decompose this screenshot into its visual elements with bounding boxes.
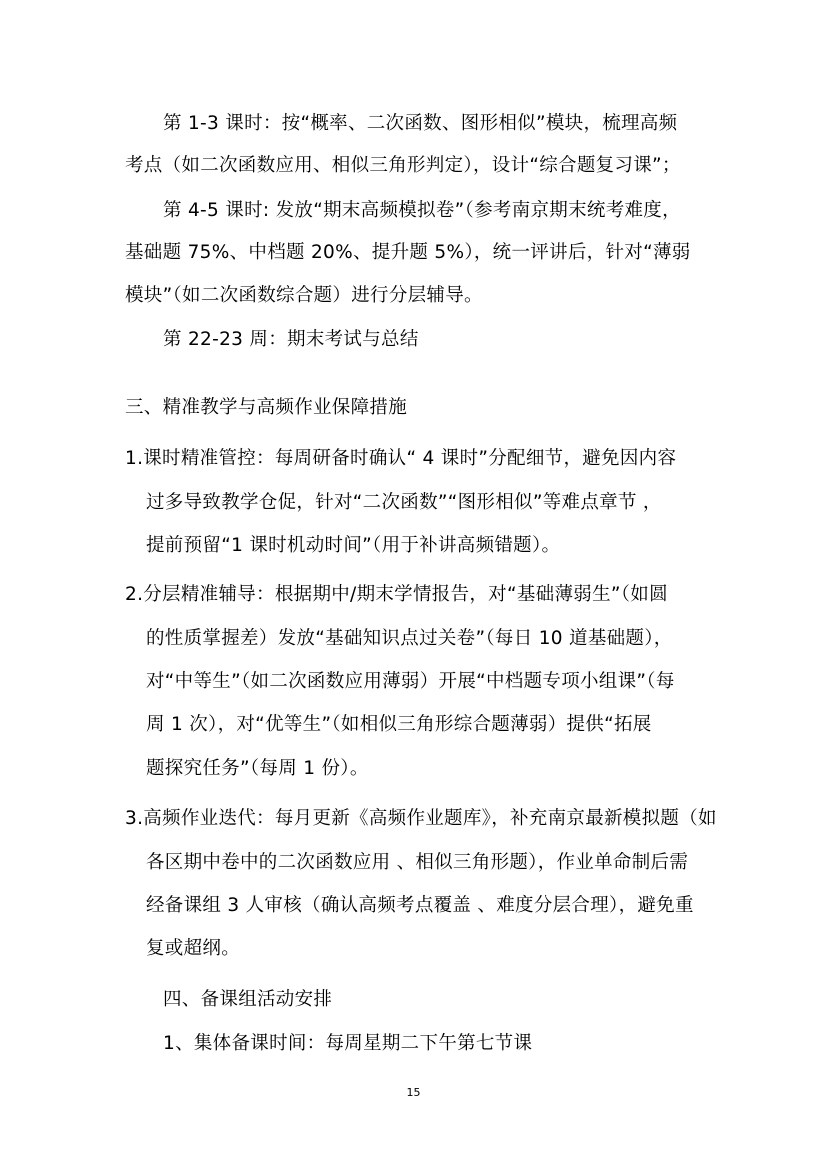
paragraph-line: 基础题 75%、中档题 20%、提升题 5%），统一评讲后，针对“薄弱: [125, 242, 691, 263]
paragraph-line: 第 1-3 课时：按“概率、二次函数、图形相似”模块，梳理高频: [163, 113, 678, 134]
paragraph-line: 各区期中卷中的二次函数应用 、相似三角形题），作业单命制后需: [146, 852, 689, 873]
paragraph-line: 周 1 次），对“优等生”（如相似三角形综合题薄弱）提供“拓展: [146, 714, 652, 735]
paragraph-line: 经备课组 3 人审核（确认高频考点覆盖 、难度分层合理），避免重: [146, 895, 694, 916]
paragraph-line: 提前预留“1 课时机动时间”（用于补讲高频错题）。: [146, 535, 561, 556]
paragraph-line: 对“中等生”（如二次函数应用薄弱）开展“中档题专项小组课”（每: [146, 671, 675, 692]
paragraph-line: 题探究任务”（每周 1 份）。: [146, 758, 369, 779]
paragraph-line: 复或超纲。: [146, 938, 241, 959]
paragraph-line: 1.课时精准管控：每周研备时确认“ 4 课时”分配细节，避免因内容: [125, 448, 677, 469]
section-line: 第 22-23 周：期末考试与总结: [163, 329, 419, 350]
paragraph-line: 1、集体备课时间：每周星期二下午第七节课: [163, 1033, 533, 1054]
paragraph-line: 考点（如二次函数应用、相似三角形判定），设计“综合题复习课”；: [125, 155, 681, 176]
paragraph-line: 3.高频作业迭代：每月更新《高频作业题库》，补充南京最新模拟题（如: [125, 808, 717, 829]
section-heading: 三、精准教学与高频作业保障措施: [125, 397, 408, 418]
paragraph-line: 的性质掌握差）发放“基础知识点过关卷”（每日 10 道基础题），: [146, 628, 673, 649]
page-number: 15: [406, 1086, 421, 1099]
paragraph-line: 模块”（如二次函数综合题）进行分层辅导。: [125, 285, 483, 306]
paragraph-line: 过多导致教学仓促，针对“二次函数”“图形相似”等难点章节 ，: [146, 492, 662, 513]
section-heading: 四、备课组活动安排: [163, 989, 333, 1010]
paragraph-line: 第 4-5 课时: 发放“期末高频模拟卷”（参考南京期末统考难度，: [163, 200, 681, 221]
paragraph-line: 2.分层精准辅导：根据期中/期末学情报告，对“基础薄弱生”（如圆: [125, 584, 668, 605]
